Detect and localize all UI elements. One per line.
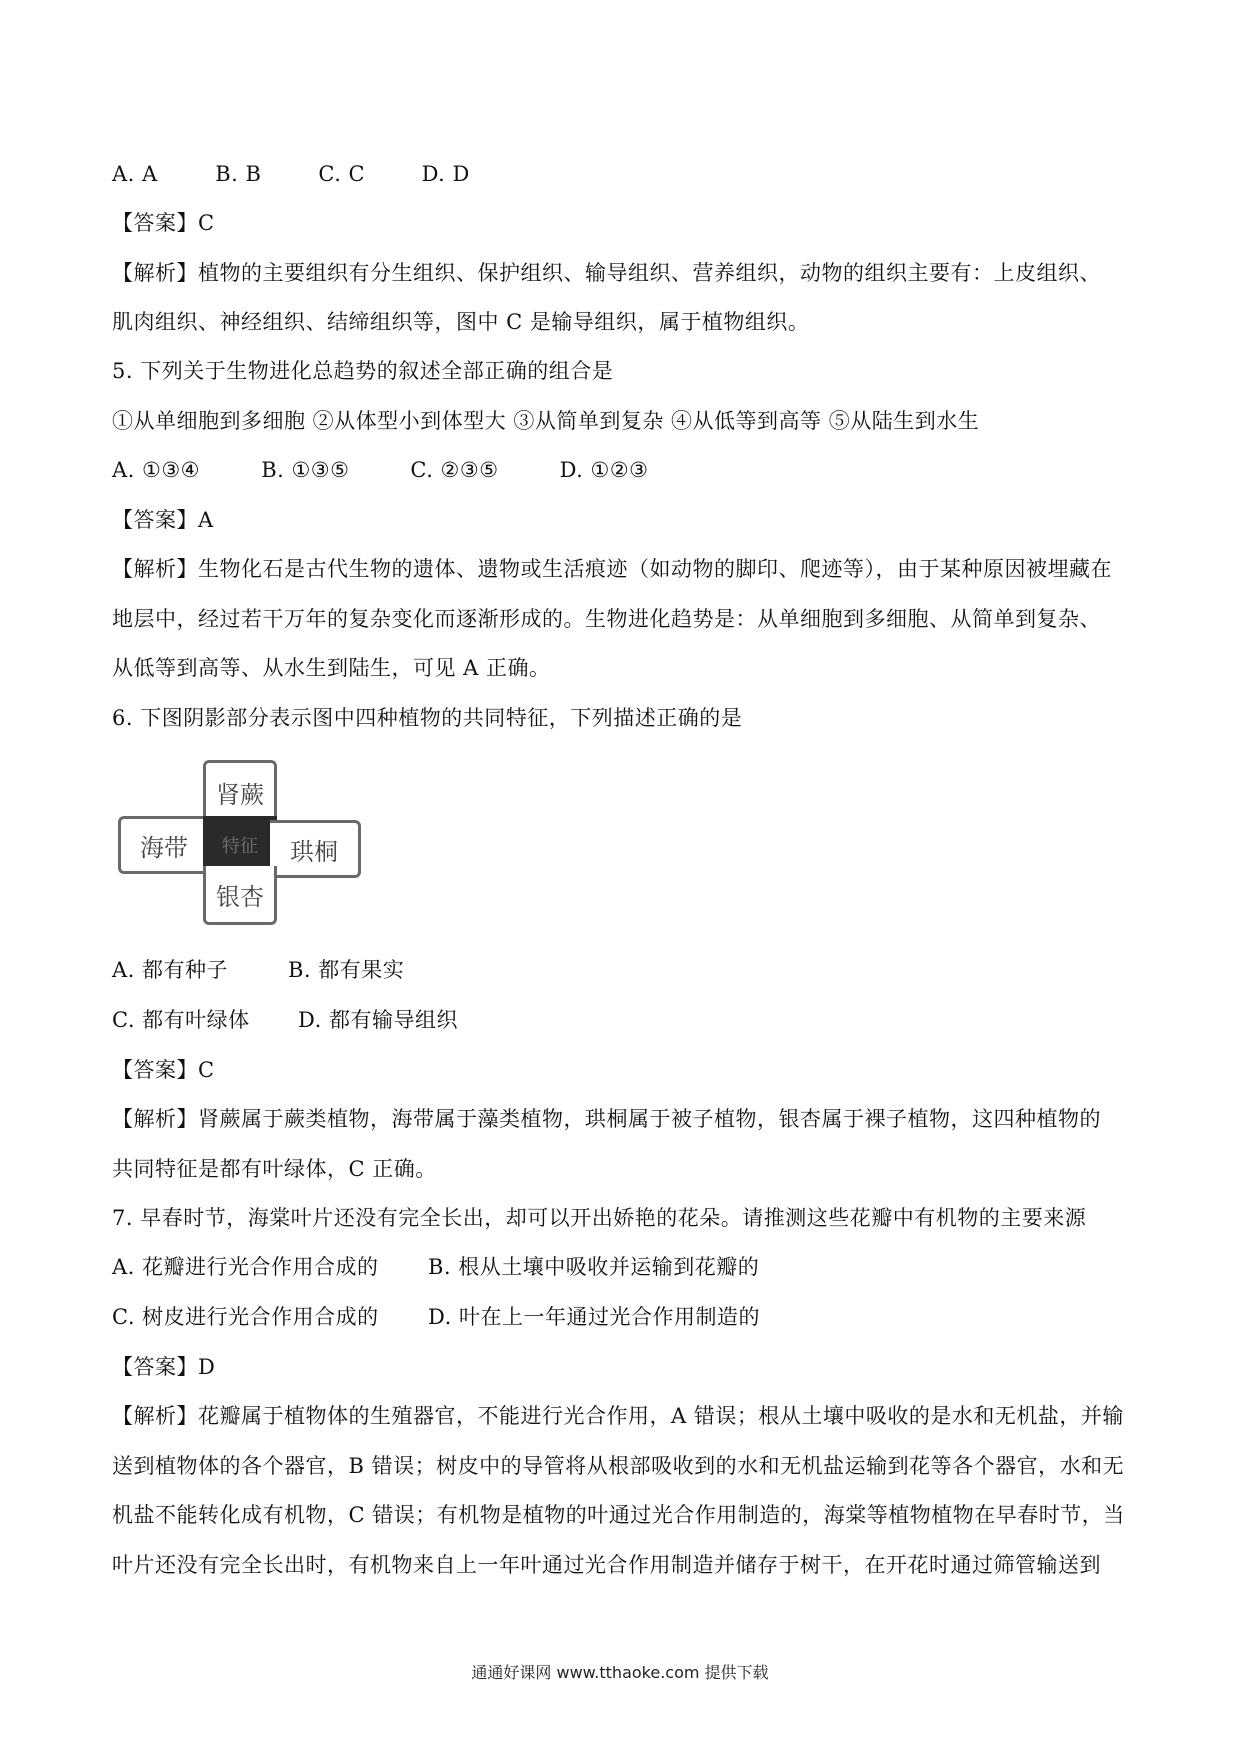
diagram-cell-shaded-common: 特征 [203,816,277,874]
analysis-tag: 【解析】 [112,1107,198,1131]
q5-option-d: D. ①②③ [559,458,649,482]
q4-option-a: A. A [112,162,158,186]
q7-option-c: C. 树皮进行光合作用合成的 [112,1305,379,1329]
analysis-text: 植物的主要组织有分生组织、保护组织、输导组织、营养组织，动物的组织主要有：上皮组织、 [198,261,1101,285]
q4-option-b: B. B [215,162,262,186]
answer-value: C [198,211,215,235]
q7-options-row-2 [112,1302,760,1332]
q4-answer [112,208,215,238]
answer-tag: 【答案】 [112,1058,198,1082]
q5-answer [112,505,214,535]
q7-option-b: B. 根从土壤中吸收并运输到花瓣的 [428,1255,760,1279]
diagram-cell-shenjue: 肾蕨 [203,760,277,821]
q7-options-row-1 [112,1252,759,1282]
analysis-tag: 【解析】 [112,1404,198,1428]
q4-analysis-line-1 [112,258,1101,288]
q7-analysis-line-2: 送到植物体的各个器官，B 错误；树皮中的导管将从根部吸收到的水和无机盐运输到花等各个器官，水和无 [112,1454,1125,1478]
q6-analysis-line-2: 共同特征是都有叶绿体，C 正确。 [112,1157,437,1181]
q6-options-row-1 [112,955,404,985]
q5-analysis-line-2: 地层中，经过若干万年的复杂变化而逐渐形成的。生物进化趋势是：从单细胞到多细胞、从简单到复杂、 [112,607,1101,631]
page-footer: 通通好课网 www.tthaoke.com 提供下载 [471,1663,769,1682]
q5-items: ①从单细胞到多细胞 ②从体型小到体型大 ③从简单到复杂 ④从低等到高等 ⑤从陆生到水生 [112,409,980,433]
q5-analysis-line-1 [112,554,1112,584]
diagram-cell-yinxing: 银杏 [203,866,277,925]
q7-analysis-line-1 [112,1401,1124,1431]
answer-tag: 【答案】 [112,508,198,532]
q6-option-a: A. 都有种子 [112,958,229,982]
q7-option-d: D. 叶在上一年通过光合作用制造的 [428,1305,760,1329]
q6-option-b: B. 都有果实 [288,958,405,982]
q5-analysis-line-3: 从低等到高等、从水生到陆生，可见 A 正确。 [112,656,551,680]
analysis-tag: 【解析】 [112,557,198,581]
plant-cross-diagram [118,760,368,930]
q7-analysis-line-4: 叶片还没有完全长出时，有机物来自上一年叶通过光合作用制造并储存于树干，在开花时通过筛管输送到 [112,1553,1101,1577]
q4-analysis-line-2: 肌肉组织、神经组织、结缔组织等，图中 C 是输导组织，属于植物组织。 [112,310,810,334]
q4-options [112,159,470,189]
q6-options-row-2 [112,1005,458,1035]
q5-option-c: C. ②③⑤ [410,458,499,482]
q6-analysis-line-1 [112,1104,1101,1134]
q4-option-c: C. C [318,162,366,186]
q5-stem: 5. 下列关于生物进化总趋势的叙述全部正确的组合是 [112,359,614,383]
q4-option-d: D. D [421,162,470,186]
diagram-cell-gongtong: 珙桐 [270,820,361,878]
q6-option-c: C. 都有叶绿体 [112,1008,250,1032]
analysis-tag: 【解析】 [112,261,198,285]
q5-option-a: A. ①③④ [112,458,200,482]
q6-stem: 6. 下图阴影部分表示图中四种植物的共同特征，下列描述正确的是 [112,706,743,730]
analysis-text: 肾蕨属于蕨类植物，海带属于藻类植物，珙桐属于被子植物，银杏属于裸子植物，这四种植物的 [198,1107,1101,1131]
answer-tag: 【答案】 [112,211,198,235]
answer-value: A [198,508,214,532]
q6-answer [112,1055,215,1085]
q7-stem: 7. 早春时节，海棠叶片还没有完全长出，却可以开出娇艳的花朵。请推测这些花瓣中有机物的主要来源 [112,1206,1087,1230]
answer-value: D [198,1355,216,1379]
answer-tag: 【答案】 [112,1355,198,1379]
q5-options [112,455,648,485]
analysis-text: 生物化石是古代生物的遗体、遗物或生活痕迹（如动物的脚印、爬迹等），由于某种原因被埋藏在 [198,557,1112,581]
answer-value: C [198,1058,215,1082]
analysis-text: 花瓣属于植物体的生殖器官，不能进行光合作用，A 错误；根从土壤中吸收的是水和无机盐，并输 [198,1404,1124,1428]
q7-answer [112,1352,215,1382]
q7-option-a: A. 花瓣进行光合作用合成的 [112,1255,379,1279]
diagram-cell-haidai: 海带 [118,816,207,874]
q5-option-b: B. ①③⑤ [261,458,350,482]
q7-analysis-line-3: 机盐不能转化成有机物，C 错误；有机物是植物的叶通过光合作用制造的，海棠等植物植物在早春时节，当 [112,1503,1125,1527]
q6-option-d: D. 都有输导组织 [298,1008,458,1032]
